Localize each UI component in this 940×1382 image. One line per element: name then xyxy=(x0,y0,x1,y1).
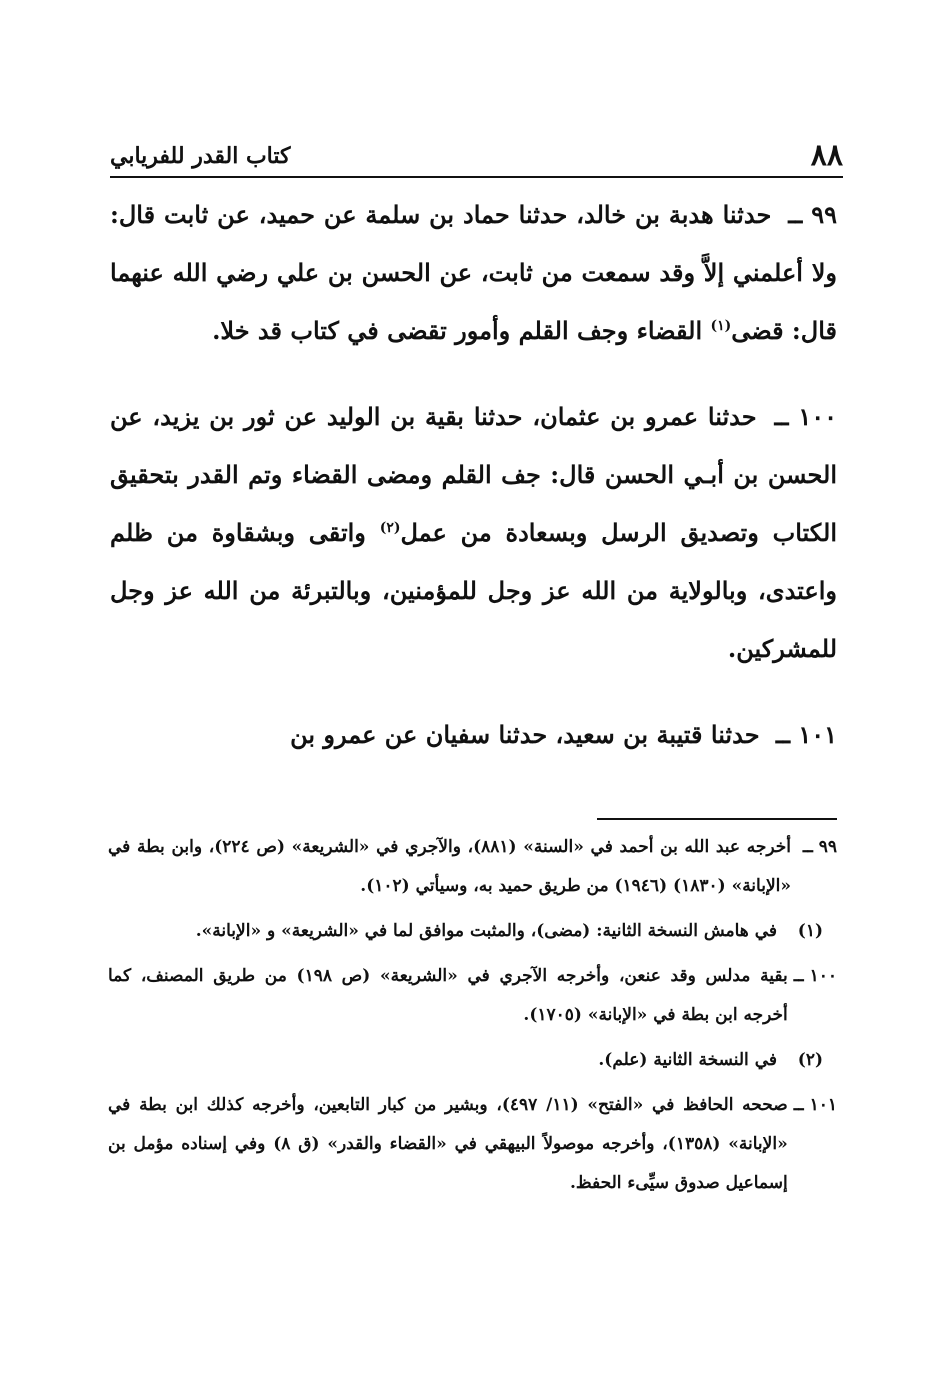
hadith-paragraph-99 xyxy=(110,186,837,360)
footnote-text: صححه الحافظ في «الفتح» (١١/ ٤٩٧)، وبشير من كبار التابعين، وأخرجه كذلك ابن بطة في «الإبانة» (١٣٥٨)، وأخرجه موصولاً البيهقي في «القضاء والقدر» (ق ٨) وفي إسناده مؤمل بن إسماعيل صدوق سيِّىء الحفظ. xyxy=(108,1095,788,1193)
hadith-text: حدثنا قتيبة بن سعيد، حدثنا سفيان عن عمرو بن xyxy=(290,720,760,749)
header-rule xyxy=(110,176,843,178)
footnote-separator xyxy=(597,818,837,820)
footnote-text: أخرجه عبد الله بن أحمد في «السنة» (٨٨١)، والآجري في «الشريعة» (ص ٢٢٤)، وابن بطة في «الإبانة» (١٨٣٠) (١٩٤٦) من طريق حميد به، وسيأتي (١٠٢). xyxy=(108,837,791,896)
footnote-number: ٩٩ ــ xyxy=(802,837,837,857)
footnote-number: (١) xyxy=(797,921,823,941)
footnote-number: (٢) xyxy=(797,1050,823,1070)
hadith-text-cont: القضاء وجف القلم وأمور تقضى في كتاب قد خلا. xyxy=(212,316,711,345)
hadith-number: ٩٩ ــ xyxy=(788,200,837,229)
footnote-text: في النسخة الثانية (علم). xyxy=(598,1050,777,1070)
footnote-text: بقية مدلس وقد عنعن، وأخرجه الآجري في «الشريعة» (ص ١٩٨) من طريق المصنف، كما أخرجه ابن بطة في «الإبانة» (١٧٠٥). xyxy=(108,966,788,1025)
hadith-text: حدثنا عمرو بن عثمان، حدثنا بقية بن الوليد عن ثور بن يزيد، عن الحسن بن أبـي الحسن قال: جف القلم ومضى القضاء وتم القدر بتحقيق الكتاب وتصديق الرسل وبسعادة من عمل xyxy=(110,402,838,547)
footnote-2 xyxy=(108,1041,837,1080)
page-number: ٨٨ xyxy=(810,138,843,173)
main-text xyxy=(110,186,837,792)
footnote-ref: (١) xyxy=(710,318,732,334)
hadith-paragraph-100 xyxy=(110,388,837,678)
footnotes xyxy=(108,828,837,1209)
page-header xyxy=(110,130,843,176)
footnote-99 xyxy=(108,828,837,906)
hadith-number: ١٠٠ ــ xyxy=(774,402,838,431)
footnote-ref: (٢) xyxy=(379,520,401,536)
footnote-1 xyxy=(108,912,837,951)
hadith-number: ١٠١ ــ xyxy=(775,720,837,749)
hadith-text-cont: واتقى وبشقاوة من ظلم واعتدى، وبالولاية من الله عز وجل للمؤمنين، وبالتبرئة من الله عز وجل للمشركين. xyxy=(110,518,837,663)
hadith-paragraph-101 xyxy=(110,706,837,764)
footnote-number: ١٠١ ــ xyxy=(793,1095,837,1115)
footnote-100 xyxy=(108,957,837,1035)
footnote-number: ١٠٠ ــ xyxy=(793,966,837,986)
running-title: كتاب القدر للفريابي xyxy=(110,143,291,169)
hadith-text: حدثنا هدبة بن خالد، حدثنا حماد بن سلمة عن حميد، عن ثابت قال: ولا أعلمني إلاَّ وقد سمعت من ثابت، عن الحسن بن علي رضي الله عنهما قال: قضى xyxy=(110,200,837,345)
footnote-text: في هامش النسخة الثانية: (مضى)، والمثبت موافق لما في «الشريعة» و «الإبانة». xyxy=(195,921,777,941)
footnote-101 xyxy=(108,1086,837,1203)
